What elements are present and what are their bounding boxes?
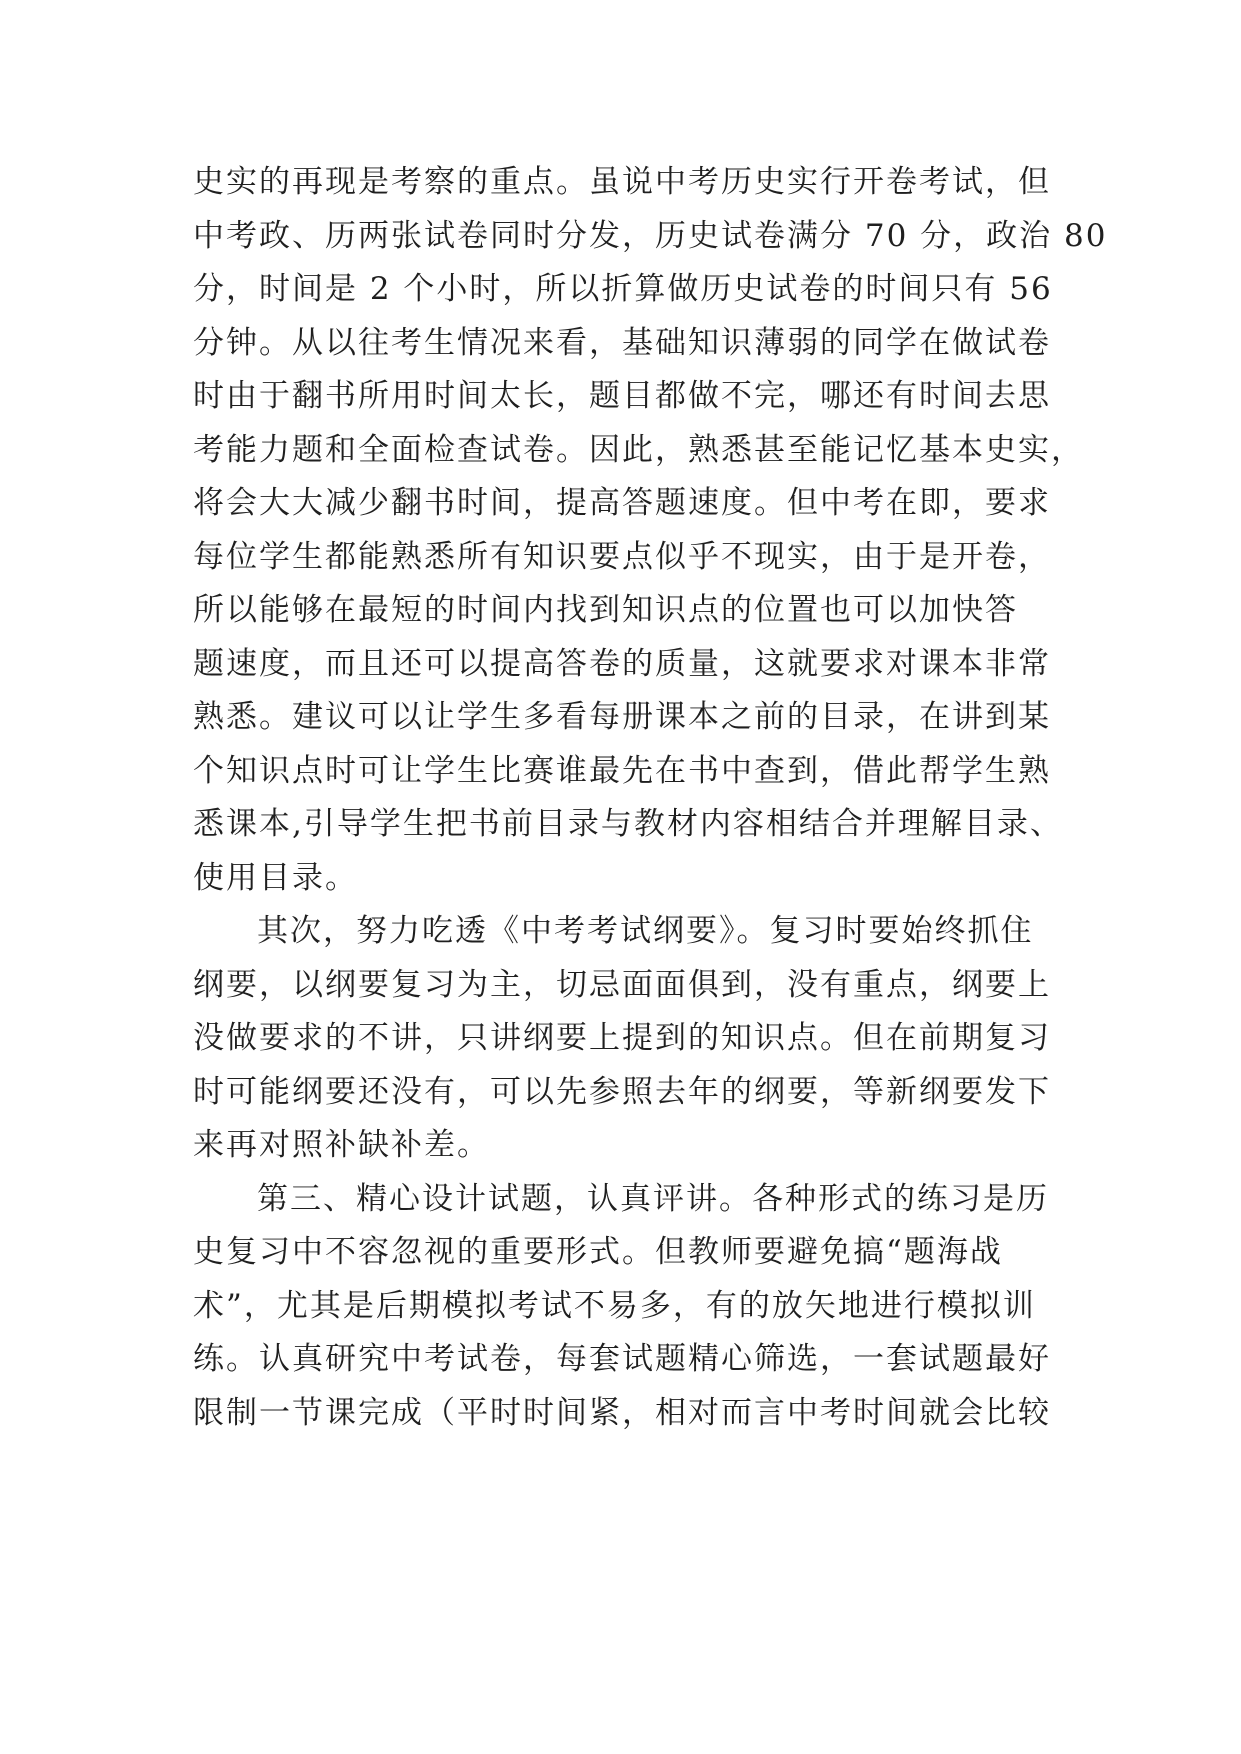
paragraph-3-line-5: 限制一节课完成（平时时间紧，相对而言中考时间就会比较: [193, 1394, 1051, 1431]
paragraph-3-line-1: 第三、精心设计试题，认真评讲。各种形式的练习是历: [257, 1180, 1049, 1217]
paragraph-3-line-3: 术”，尤其是后期模拟考试不易多，有的放矢地进行模拟训: [193, 1287, 1036, 1324]
text-line-14: 使用目录。: [193, 859, 358, 896]
paragraph-3-line-2: 史复习中不容忽视的重要形式。但教师要避免搞“题海战: [193, 1234, 1003, 1270]
document-body: [193, 156, 1108, 1440]
paragraph-3-line-4: 练。认真研究中考试卷，每套试题精心筛选，一套试题最好: [193, 1341, 1051, 1377]
text-line-1: 史实的再现是考察的重点。虽说中考历史实行开卷考试，但: [193, 164, 1051, 200]
text-line-11: 熟悉。建议可以让学生多看每册课本之前的目录，在讲到某: [193, 699, 1051, 735]
text-line-7: 将会大大减少翻书时间，提高答题速度。但中考在即，要求: [193, 485, 1051, 521]
text-line-8: 每位学生都能熟悉所有知识要点似乎不现实，由于是开卷，: [193, 538, 1051, 575]
text-line-5: 时由于翻书所用时间太长，题目都做不完，哪还有时间去思: [193, 378, 1051, 414]
text-line-2: 中考政、历两张试卷同时分发，历史试卷满分 70 分，政治 80: [193, 217, 1108, 254]
text-line-9: 所以能够在最短的时间内找到知识点的位置也可以加快答: [193, 592, 1018, 628]
text-line-10: 题速度，而且还可以提高答卷的质量，这就要求对课本非常: [193, 645, 1051, 682]
text-line-4: 分钟。从以往考生情况来看，基础知识薄弱的同学在做试卷: [193, 324, 1051, 361]
paragraph-2-line-4: 时可能纲要还没有，可以先参照去年的纲要，等新纲要发下: [193, 1073, 1051, 1110]
paragraph-2-line-3: 没做要求的不讲，只讲纲要上提到的知识点。但在前期复习: [193, 1020, 1051, 1056]
text-line-12: 个知识点时可让学生比赛谁最先在书中查到，借此帮学生熟: [193, 752, 1051, 789]
text-line-6: 考能力题和全面检查试卷。因此，熟悉甚至能记忆基本史实，: [193, 431, 1084, 468]
text-line-3: 分，时间是 2 个小时，所以折算做历史试卷的时间只有 56: [193, 271, 1053, 307]
paragraph-2-line-2: 纲要，以纲要复习为主，切忌面面俱到，没有重点，纲要上: [193, 966, 1051, 1003]
text-line-13: 悉课本,引导学生把书前目录与教材内容相结合并理解目录、: [193, 806, 1063, 842]
paragraph-2-line-1: 其次，努力吃透《中考考试纲要》。复习时要始终抓住: [257, 913, 1034, 949]
paragraph-2-line-5: 来再对照补缺补差。: [193, 1127, 490, 1163]
